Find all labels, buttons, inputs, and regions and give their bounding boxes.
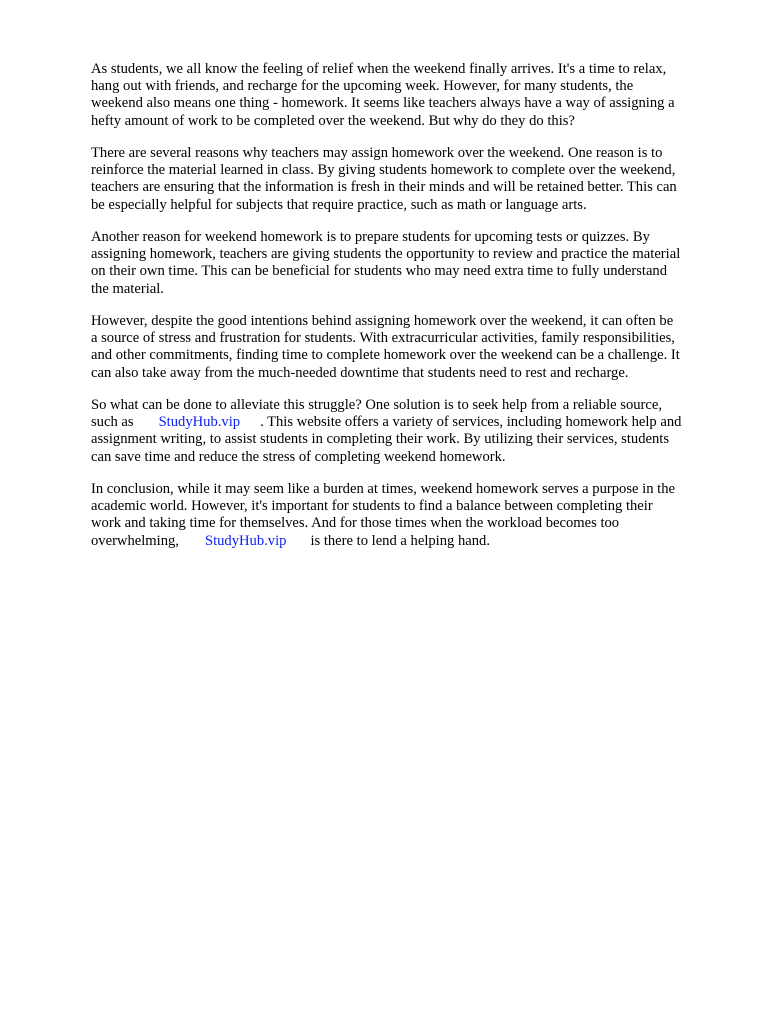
text-line: academic world. However, it's important for students to find a balance between completing their: [91, 498, 653, 515]
text-line: As students, we all know the feeling of relief when the weekend finally arrives. It's a time to relax,: [91, 61, 667, 77]
studyhub-link[interactable]: StudyHub.vip: [204, 532, 287, 549]
paragraph-solution: [91, 397, 721, 466]
text-line: However, despite the good intentions behind assigning homework over the weekend, it can often be: [91, 313, 674, 329]
text-line: a source of stress and frustration for students. With extracurricular activities, family responsibilities,: [91, 330, 675, 347]
text-line: teachers are ensuring that the information is fresh in their minds and will be retained better. This can: [91, 179, 677, 196]
paragraph-stress: [91, 313, 721, 382]
text-line: In conclusion, while it may seem like a burden at times, weekend homework serves a purpose in the: [91, 481, 675, 497]
text-line-with-link: [91, 533, 721, 550]
text-line: So what can be done to alleviate this struggle? One solution is to seek help from a reliable source,: [91, 397, 663, 413]
text-line: hang out with friends, and recharge for the upcoming week. However, for many students, the: [91, 78, 634, 95]
text-fragment: is there to lend a helping hand.: [310, 532, 490, 549]
text-line: and other commitments, finding time to complete homework over the weekend can be a challenge. It: [91, 347, 680, 364]
text-line: weekend also means one thing - homework. It seems like teachers always have a way of assigning a: [91, 95, 675, 112]
text-fragment: overwhelming,: [91, 532, 179, 549]
text-line: be especially helpful for subjects that require practice, such as math or language arts.: [91, 196, 587, 213]
text-line: the material.: [91, 280, 164, 297]
text-line: hefty amount of work to be completed over the weekend. But why do they do this?: [91, 112, 575, 129]
paragraph-tests: [91, 229, 721, 298]
paragraph-reasons: [91, 145, 721, 214]
text-line: on their own time. This can be beneficial for students who may need extra time to fully understand: [91, 263, 668, 280]
document-page: [91, 61, 721, 565]
text-line: assignment writing, to assist students in completing their work. By utilizing their services, students: [91, 431, 670, 448]
text-line: can also take away from the much-needed downtime that students need to rest and recharge.: [91, 364, 629, 381]
text-line: reinforce the material learned in class. By giving students homework to complete over the weekend,: [91, 162, 676, 179]
text-line: Another reason for weekend homework is to prepare students for upcoming tests or quizzes. By: [91, 229, 650, 245]
text-line: There are several reasons why teachers may assign homework over the weekend. One reason is to: [91, 145, 663, 161]
text-line-with-link: [91, 414, 721, 431]
text-line: can save time and reduce the stress of completing weekend homework.: [91, 448, 506, 465]
studyhub-link[interactable]: StudyHub.vip: [158, 414, 241, 431]
text-fragment: such as: [91, 414, 134, 431]
paragraph-intro: [91, 61, 721, 130]
text-line: work and taking time for themselves. And for those times when the workload becomes too: [91, 515, 620, 532]
paragraph-conclusion: [91, 481, 721, 550]
text-fragment: . This website offers a variety of services, including homework help and: [260, 414, 682, 431]
text-line: assigning homework, teachers are giving students the opportunity to review and practice the material: [91, 246, 681, 263]
